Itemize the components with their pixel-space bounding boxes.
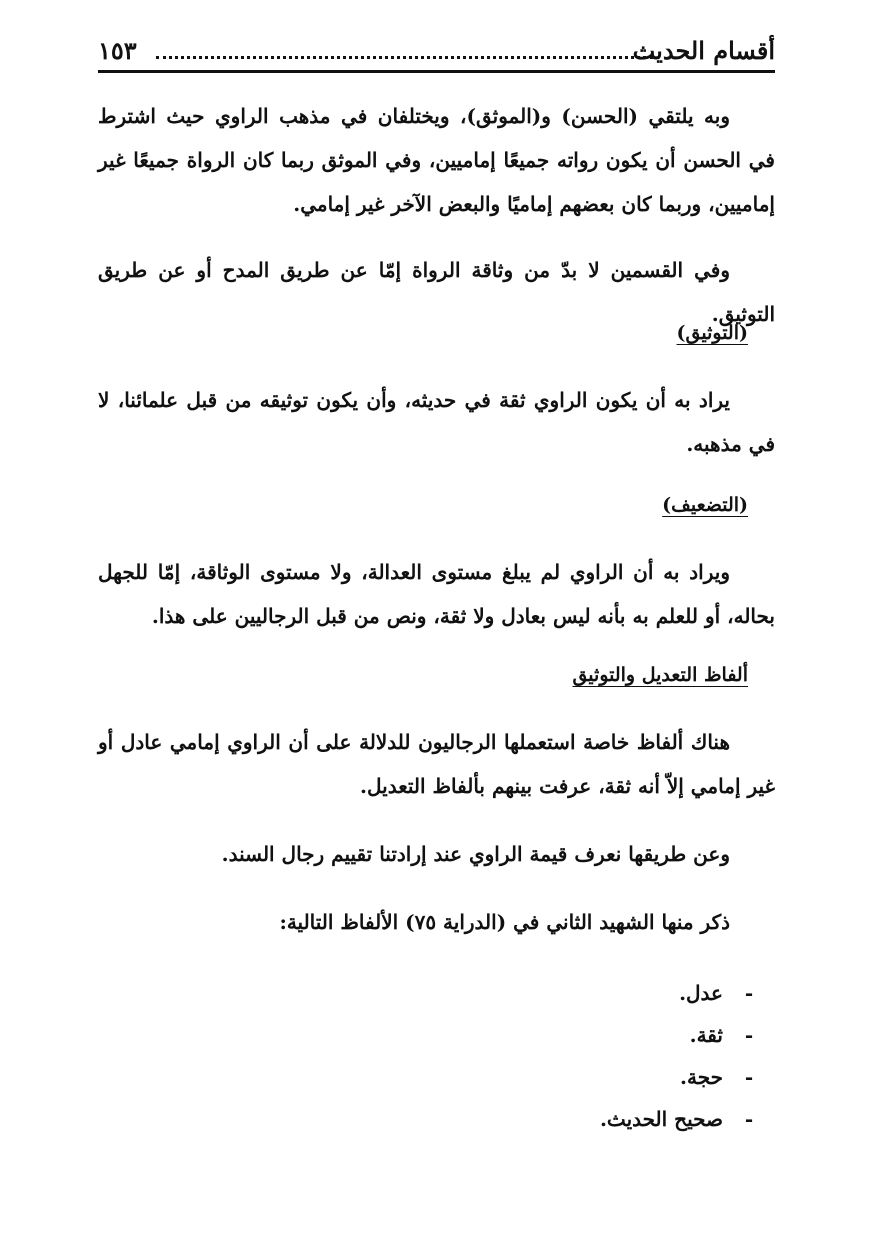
bullet-dash: - [744, 1107, 754, 1131]
paragraph-hasan-muwathaq: وبه يلتقي (الحسن) و(الموثق)، ويختلفان في مذهب الراوي حيث اشترط في الحسن أن يكون رواته جميعًا إماميين، وفي الموثق ربما كان الرواة جميعًا غير إماميين، وربما كان بعضهم إماميًا والبعض الآخر غير إمامي. [98, 104, 775, 216]
heading-tadif: (التضعيف) [662, 494, 748, 516]
list-item [600, 1056, 775, 1098]
paragraph-qima: وعن طريقها نعرف قيمة الراوي عند إرادتنا تقييم رجال السند. [221, 842, 730, 866]
list-item [600, 1098, 775, 1140]
paragraph-tadif: ويراد به أن الراوي لم يبلغ مستوى العدالة، ولا مستوى الوثاقة، إمّا للجهل بحاله، أو للعلم به بأنه ليس بعادل ولا ثقة، ونص من قبل الرجاليين على هذا. [98, 560, 775, 628]
heading-alfaz: ألفاظ التعديل والتوثيق [572, 664, 748, 686]
terms-list [600, 972, 775, 1140]
list-item-text: حجة. [680, 1065, 723, 1089]
page-number: ١٥٣ [98, 36, 137, 65]
list-item [600, 972, 775, 1014]
list-item-text: صحيح الحديث. [599, 1107, 723, 1131]
bullet-dash: - [744, 1065, 754, 1089]
bullet-dash: - [744, 981, 754, 1005]
paragraph-qismayn: وفي القسمين لا بدّ من وثاقة الرواة إمّا عن طريق المدح أو عن طريق التوثيق. [98, 258, 775, 326]
paragraph-tawthiq: يراد به أن يكون الراوي ثقة في حديثه، وأن يكون توثيقه من قبل علمائنا، لا في مذهبه. [98, 388, 775, 456]
running-title: أقسام الحديث [632, 36, 775, 65]
list-item-text: ثقة. [689, 1023, 723, 1047]
paragraph-alfaz: هناك ألفاظ خاصة استعملها الرجاليون للدلالة على أن الراوي إمامي عادل أو غير إمامي إلاّ أنه ثقة، عرفت بينهم بألفاظ التعديل. [98, 730, 775, 798]
list-item [600, 1014, 775, 1056]
paragraph-dhikr: ذكر منها الشهيد الثاني في (الدراية ٧٥) الألفاظ التالية: [279, 910, 730, 934]
page-header [98, 34, 775, 74]
leader-dots [156, 56, 653, 59]
list-item-text: عدل. [679, 981, 723, 1005]
header-rule [98, 70, 775, 73]
bullet-dash: - [744, 1023, 754, 1047]
heading-tawthiq: (التوثيق) [676, 322, 748, 344]
